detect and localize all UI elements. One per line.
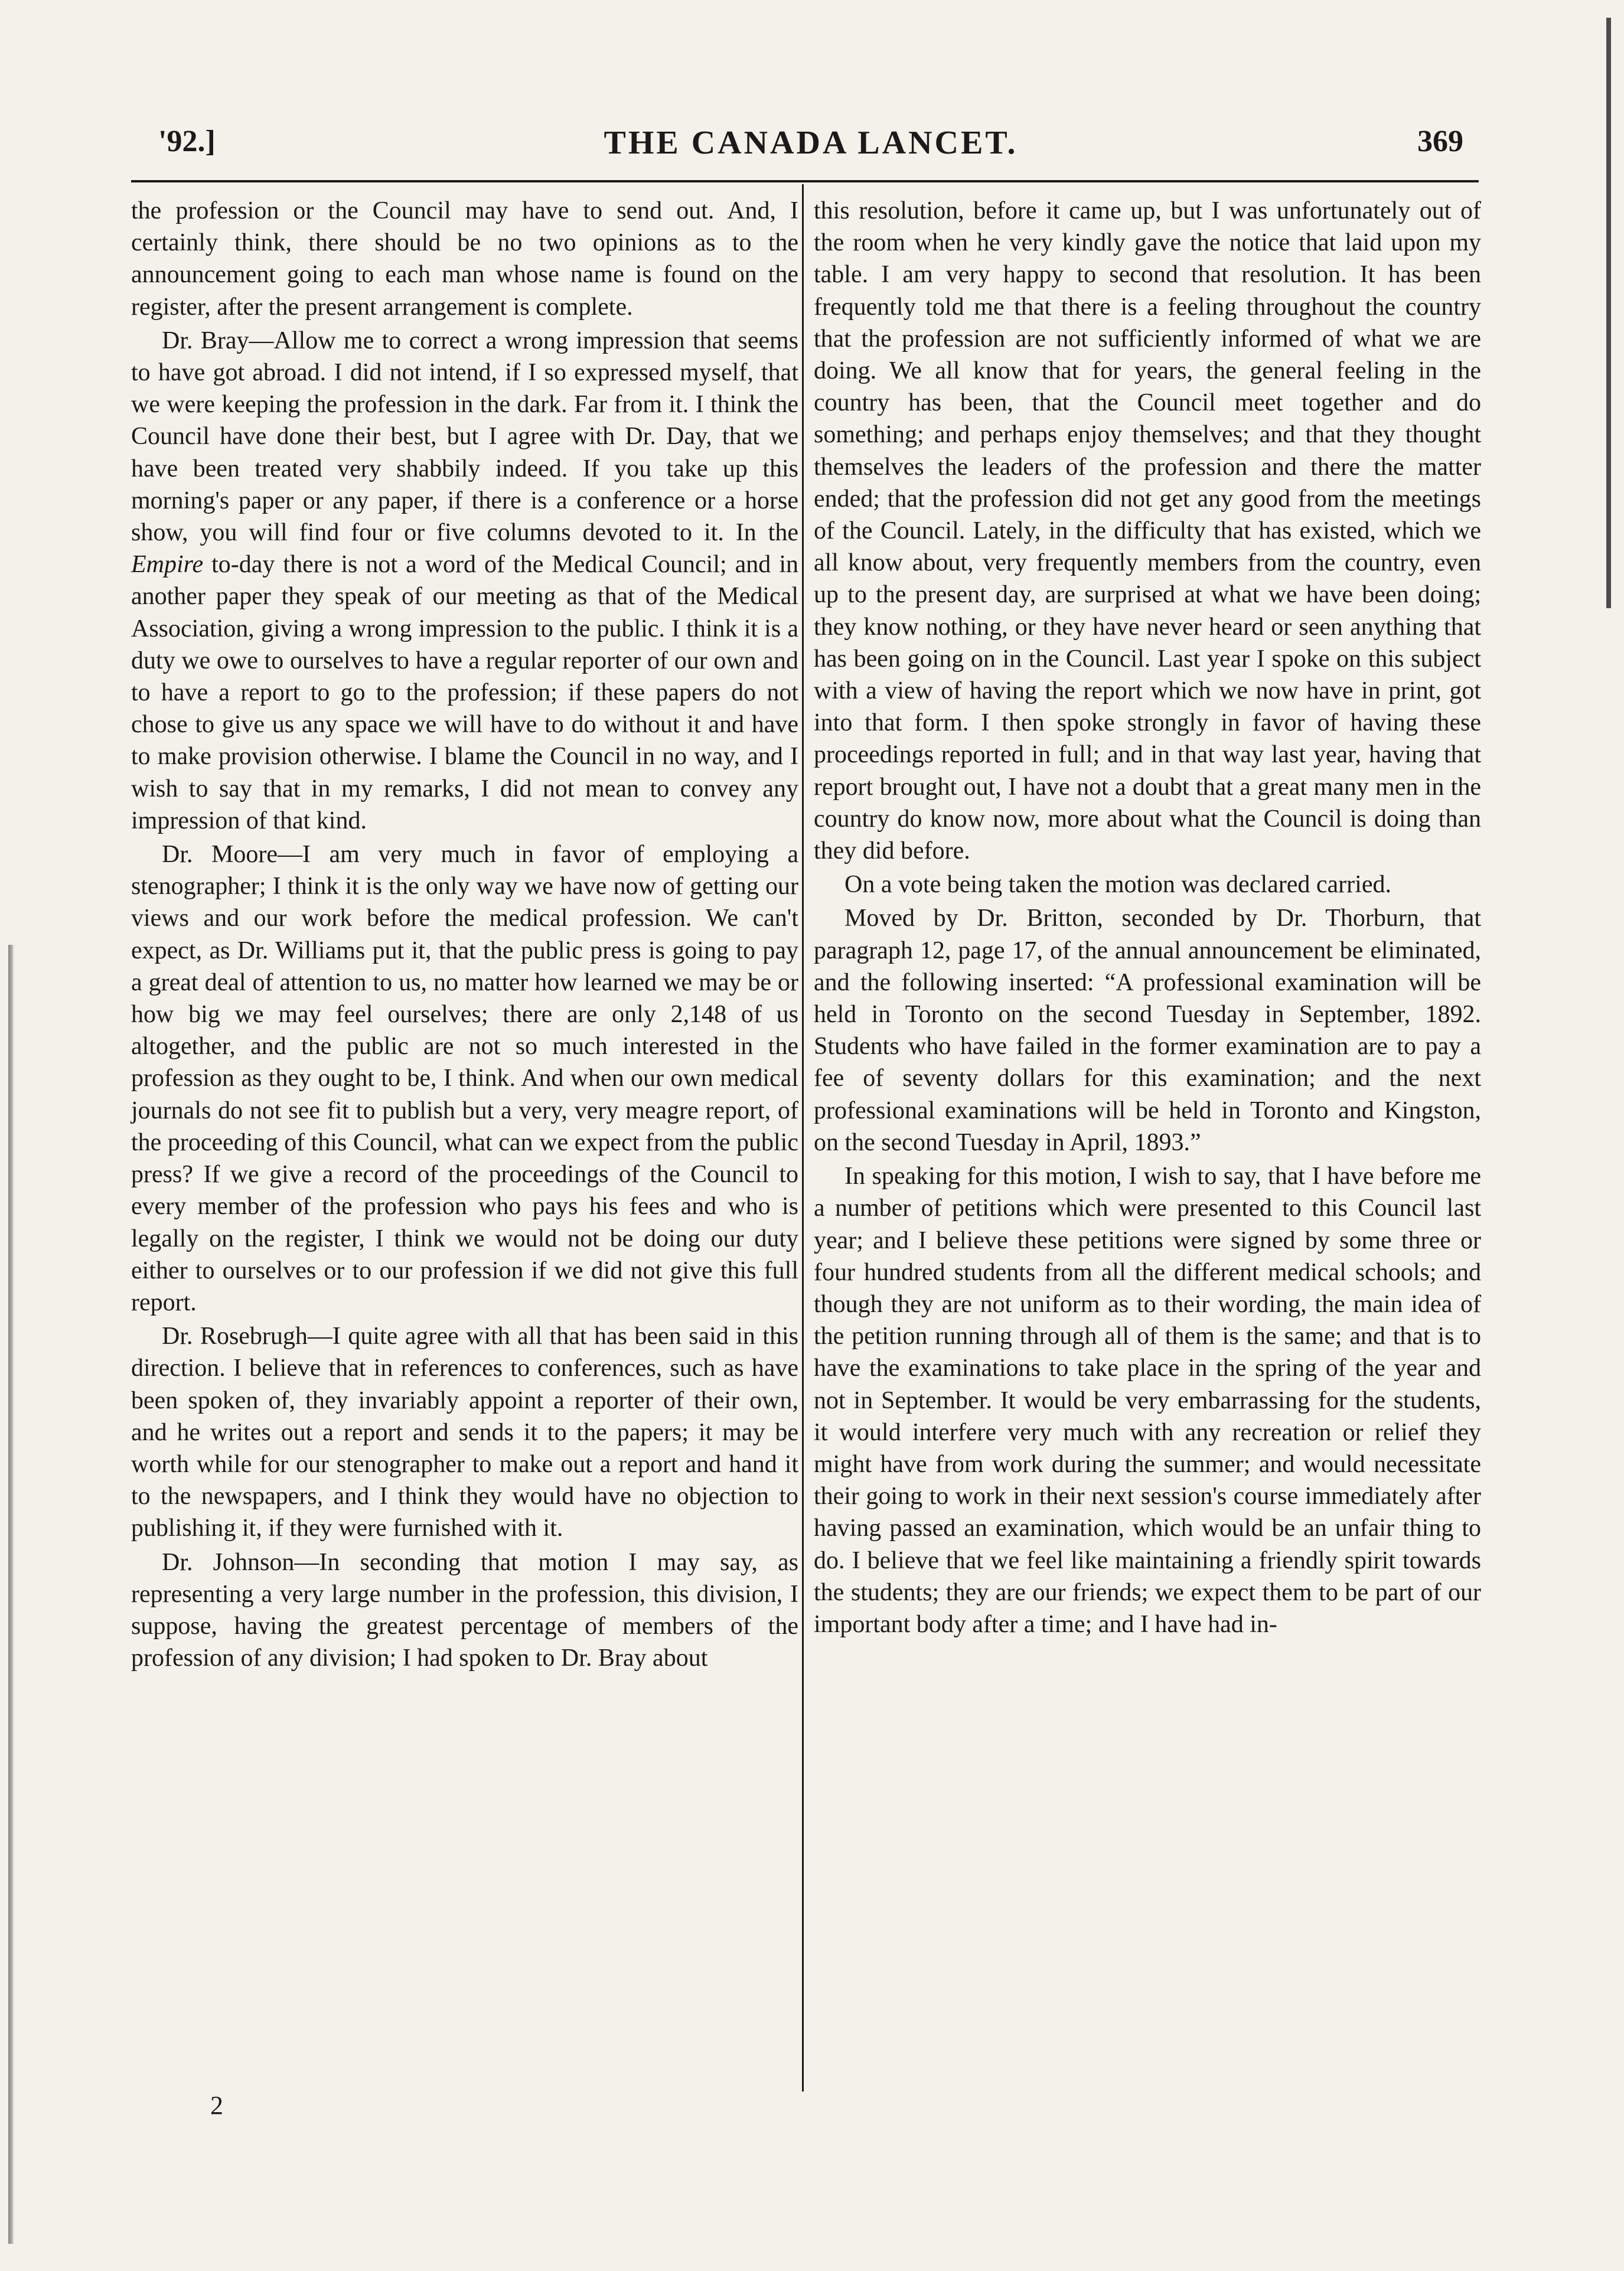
header-rule <box>131 180 1479 182</box>
paragraph-vote: On a vote being taken the motion was declared carried. <box>844 871 1391 899</box>
header-year: '92.] <box>158 125 216 158</box>
paragraph-motion: Moved by Dr. Britton, seconded by Dr. Thorburn, that paragraph 12, page 17, of the annual announcement be eliminated, and the following inserted: “A professional examination will be held in Toronto on the second Tuesday in September, 1892. Students who have failed in the former examination are to pay a fee of seventy dollars for this examination; and the next professional examinations will be held in Toronto and Kingston, on the second Tuesday in April, 1893.” <box>814 905 1481 1156</box>
page-number: 369 <box>1417 125 1463 158</box>
signature-mark: 2 <box>210 2091 223 2120</box>
paragraph: this resolution, before it came up, but I was unfortunately out of the room when he very kindly gave the notice that laid upon my table. I am very happy to second that resolution. It has been frequently told me that there is a feeling throughout the country that the profession are not sufficiently informed of what we are doing. We all know that for years, the general feeling in the country has been, that the Council meet together and do something; and perhaps enjoy themselves; and that they thought themselves the leaders of the profession and there the matter ended; that the profession did not get any good from the meetings of the Council. Lately, in the difficulty that has existed, which we all know about, very frequently members from the country, even up to the present day, are surprised at what we have been doing; they know nothing, or they have never heard or seen anything that has been going on in the Council. Last year I spoke on this subject with a view of having the report which we now have in print, got into that form. I then spoke strongly in favor of having these proceedings reported in full; and in that way last year, having that report brought out, I have not a doubt that a great many men in the country do know now, more about what the Council is doing than they did before. <box>814 197 1481 865</box>
page-binding-shadow <box>8 945 14 2244</box>
running-header <box>158 124 1463 171</box>
right-column <box>814 195 1481 1640</box>
left-column <box>131 195 798 1674</box>
text-run: Dr. Bray—Allow me to correct a wrong impression that seems to have got abroad. I did not intend, if I so expressed myself, that we were keeping the profession in the dark. Far from it. I think the Council have done their best, but I agree with Dr. Day, that we have been treated very shabbily indeed. If you take up this morning's paper or any paper, if there is a conference or a horse show, you will find four or five columns devoted to it. In the <box>131 327 798 547</box>
page-edge-shadow <box>1606 18 1611 608</box>
paragraph-speech: In speaking for this motion, I wish to say, that I have before me a number of petitions which were presented to this Council last year; and I believe these petitions were signed by some three or four hundred students from all the different medical schools; and though they are not uniform as to their wording, the main idea of the petition running through all of them is the same; and that is to have the examinations to take place in the spring of the year and not in September. It would be very embarrassing for the students, it would interfere very much with any recreation or relief they might have from work during the summer; and would necessitate their going to work in their next session's course immediately after having passed an examination, which would be an unfair thing to do. I believe that we feel like maintaining a friendly spirit towards the students; they are our friends; we expect them to be part of our important body after a time; and I have had in- <box>814 1163 1481 1638</box>
column-divider <box>802 184 804 2091</box>
emphasized-newspaper-name: Empire <box>131 551 204 579</box>
paragraph-dr-moore: Dr. Moore—I am very much in favor of employing a stenographer; I think it is the only way we have now of getting our views and our work before the medical profession. We can't expect, as Dr. Williams put it, that the public press is going to pay a great deal of attention to us, no matter how learned we may be or how big we may feel ourselves; there are only 2,148 of us altogether, and the public are not so much interested in the profession as they ought to be, I think. And when our own medical journals do not see fit to publish but a very, very meagre report, of the proceeding of this Council, what can we expect from the public press? If we give a record of the proceedings of the Council to every member of the profession who pays his fees and who is legally on the register, I think we would not be doing our duty either to ourselves or to our profession if we did not give this full report. <box>131 841 798 1316</box>
paragraph-dr-johnson: Dr. Johnson—In seconding that motion I may say, as representing a very large number in the profession, this division, I suppose, having the greatest percentage of members of the profession of any division; I had spoken to Dr. Bray about <box>131 1548 798 1672</box>
paragraph-dr-bray <box>131 325 798 837</box>
journal-title: THE CANADA LANCET. <box>604 125 1018 161</box>
paragraph-dr-rosebrugh: Dr. Rosebrugh—I quite agree with all that has been said in this direction. I believe that in references to conferences, such as have been spoken of, they invariably appoint a reporter of their own, and he writes out a report and sends it to the papers; it may be worth while for our stenographer to make out a report and hand it to the newspapers, and I think they would have no objection to publishing it, if they were furnished with it. <box>131 1323 798 1542</box>
paragraph: the profession or the Council may have to send out. And, I certainly think, there should be no two opinions as to the announcement going to each man whose name is found on the register, after the present arrangement is complete. <box>131 197 798 321</box>
text-run: to-day there is not a word of the Medical Council; and in another paper they speak of our meeting as that of the Medical Association, giving a wrong impression to the public. I think it is a duty we owe to ourselves to have a regular reporter of our own and to have a report to go to the profession; if these papers do not chose to give us any space we will have to do without it and have to make provision otherwise. I blame the Council in no way, and I wish to say that in my remarks, I did not mean to convey any impression of that kind. <box>131 551 798 834</box>
